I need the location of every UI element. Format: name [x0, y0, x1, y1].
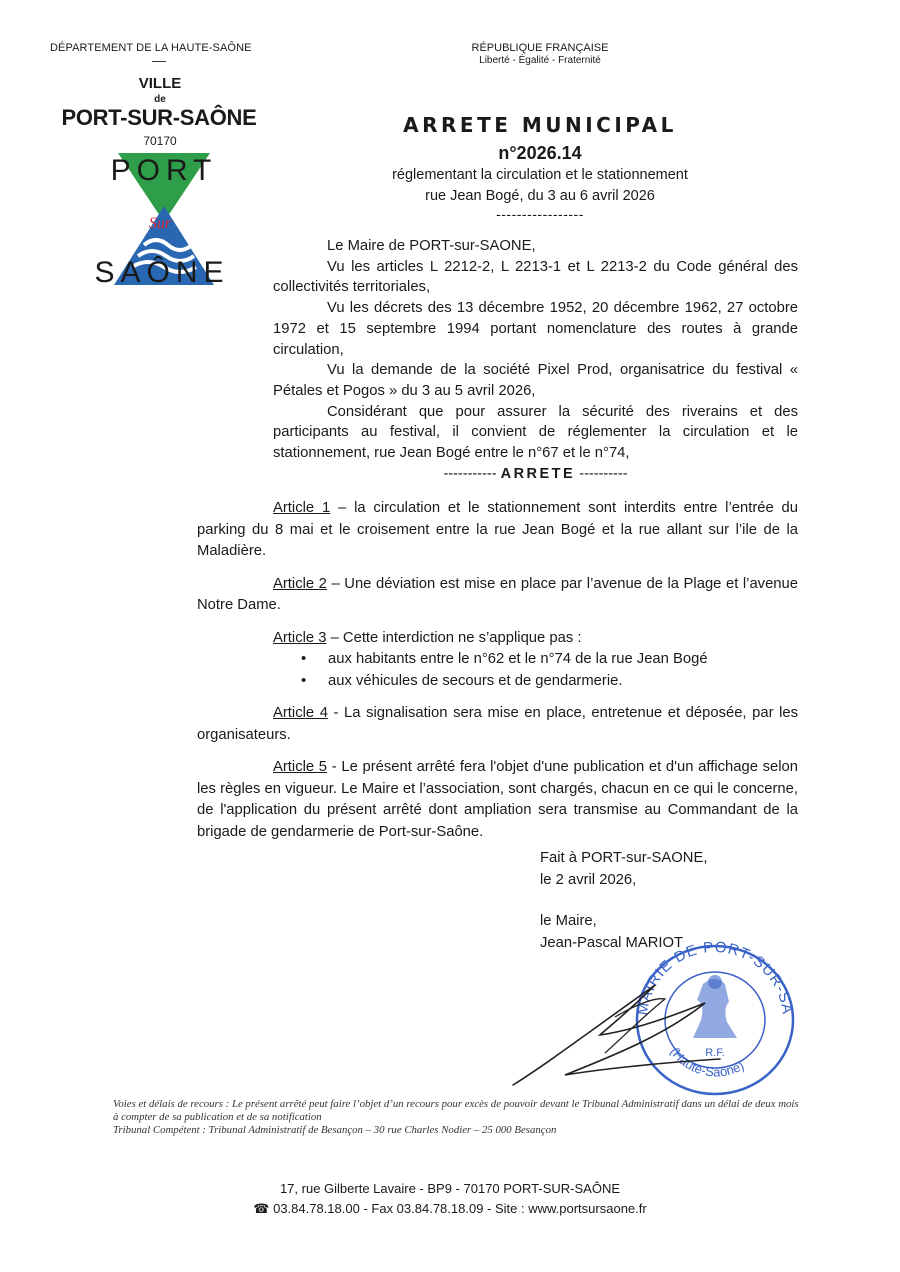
article-label: Article 4: [273, 705, 328, 721]
signoff: [540, 848, 707, 891]
decree-number: n°2026.14: [498, 143, 582, 163]
logo-middle-word: Sur: [148, 215, 172, 232]
footer-address: 17, rue Gilberte Lavaire - BP9 - 70170 PORT-SUR-SAÔNE: [279, 1181, 621, 1196]
list-item: • aux véhicules de secours et de gendarmerie.: [197, 671, 798, 693]
footer-contact: [0, 1201, 900, 1217]
decision-dashes-right: ----------: [579, 466, 628, 482]
logo-bottom-word: SAÔNE: [94, 256, 230, 289]
mayor-signature: [505, 975, 725, 1095]
document-type: ARRETE MUNICIPAL: [403, 113, 677, 137]
signature-stroke: [513, 985, 720, 1085]
subject-line-2: rue Jean Bogé, du 3 au 6 avril 2026: [425, 188, 655, 204]
article: [197, 703, 798, 746]
article-text: - La signalisation sera mise en place, entretenue et déposée, par les organisateurs.: [197, 705, 799, 743]
article-text: - Le présent arrêté fera l'objet d'une publication et d'un affichage selon les règles en vigueur. Le Maire et l’association, sont chargés, chacun en ce qui le concerne, de l'application du présent arrêté dont ampliation sera transmise au Commandant de la brigade de gendarmerie de Port-sur-Saône.: [197, 759, 798, 840]
appeal-court: Tribunal Compétent : Tribunal Administratif de Besançon – 30 rue Charles Nodier – 25 000 Besançon: [113, 1124, 557, 1136]
preamble-line: Considérant que pour assurer la sécurité des riverains et des participants au festival, il convient de réglementer la circulation et le stationnement, rue Jean Bogé entre le n°67 et le n°74,: [273, 403, 798, 462]
preamble-line: Vu les articles L 2212-2, L 2213-1 et L 2213-2 du Code général des collectivités territoriales,: [273, 258, 798, 296]
signer-role: le Maire,: [540, 913, 597, 929]
subject-line-1: réglementant la circulation et le stationnement: [392, 167, 688, 183]
postcode: 70170: [143, 134, 177, 148]
department-divider: [152, 61, 166, 62]
article-text: – Une déviation est mise en place par l’avenue de la Plage et l’avenue Notre Dame.: [197, 575, 798, 613]
title-separator: -----------------: [496, 206, 584, 222]
town-logo-graphic: [92, 150, 232, 290]
signer-name: Jean-Pascal MARIOT: [540, 934, 684, 951]
article-label: Article 3: [273, 629, 327, 646]
article-label: Article 1: [273, 500, 331, 516]
decision-heading: [273, 466, 798, 482]
stamp-ring-text: MAIRIE DE PORT-SUR-SA: [633, 938, 796, 1017]
decision-dashes-left: -----------: [443, 466, 497, 482]
decree-subject: [340, 165, 740, 207]
ville-label: VILLE: [138, 75, 182, 92]
phone-icon: ☎: [253, 1201, 270, 1216]
republic-label: RÉPUBLIQUE FRANÇAISE: [471, 42, 609, 54]
article: [197, 757, 798, 843]
article-text: – Cette interdiction ne s’applique pas :: [326, 629, 582, 646]
stamp-center-text: R.F.: [705, 1047, 725, 1059]
ville-de-label: de: [154, 94, 166, 105]
article: [197, 628, 798, 650]
appeal-text: Voies et délais de recours : Le présent arrêté peut faire l’objet d’un recours pour excès de pouvoir devant le Tribunal Administratif dans un délai de deux mois à compter de sa publication et de sa notification: [113, 1098, 799, 1123]
department-name: DÉPARTEMENT DE LA HAUTE-SAÔNE: [50, 42, 252, 54]
article-text: – la circulation et le stationnement sont interdits entre l’entrée du parking du 8 mai et le croisement entre la rue Jean Bogé et la rue allant sur l’ile de la Maladière.: [197, 500, 799, 559]
articles: [197, 498, 798, 854]
town-logo: [92, 150, 232, 290]
preamble-line: Le Maire de PORT-sur-SAONE,: [327, 238, 536, 254]
logo-top-word: PORT: [110, 154, 218, 187]
town-name: PORT-SUR-SAÔNE: [61, 105, 257, 130]
stamp-bottom-text: (Haute-Saône): [667, 1044, 747, 1080]
preamble: [273, 236, 798, 464]
republic-motto: Liberté - Égalité - Fraternité: [479, 55, 601, 66]
footer-contact-text: 03.84.78.18.00 - Fax 03.84.78.18.09 - Site : www.portsursaone.fr: [273, 1201, 647, 1216]
appeal-notice: [113, 1098, 803, 1137]
article: [197, 574, 798, 617]
decision-word: ARRETE: [500, 466, 576, 482]
article-label: Article 2: [273, 575, 327, 592]
signature-graphic: [505, 975, 725, 1095]
signoff-date: le 2 avril 2026,: [540, 871, 637, 888]
signoff-place: Fait à PORT-sur-SAONE,: [540, 850, 708, 866]
article-label: Article 5: [273, 759, 328, 775]
article: [197, 498, 798, 563]
exceptions-list: [197, 649, 798, 692]
preamble-line: Vu les décrets des 13 décembre 1952, 20 décembre 1962, 27 octobre 1972 et 15 septembre 1994 portant nomenclature des routes à grande circulation,: [273, 300, 798, 358]
list-item: • aux habitants entre le n°62 et le n°74 de la rue Jean Bogé: [197, 649, 798, 671]
preamble-line: Vu la demande de la société Pixel Prod, organisatrice du festival « Pétales et Pogos » du 3 au 5 avril 2026,: [273, 362, 798, 399]
